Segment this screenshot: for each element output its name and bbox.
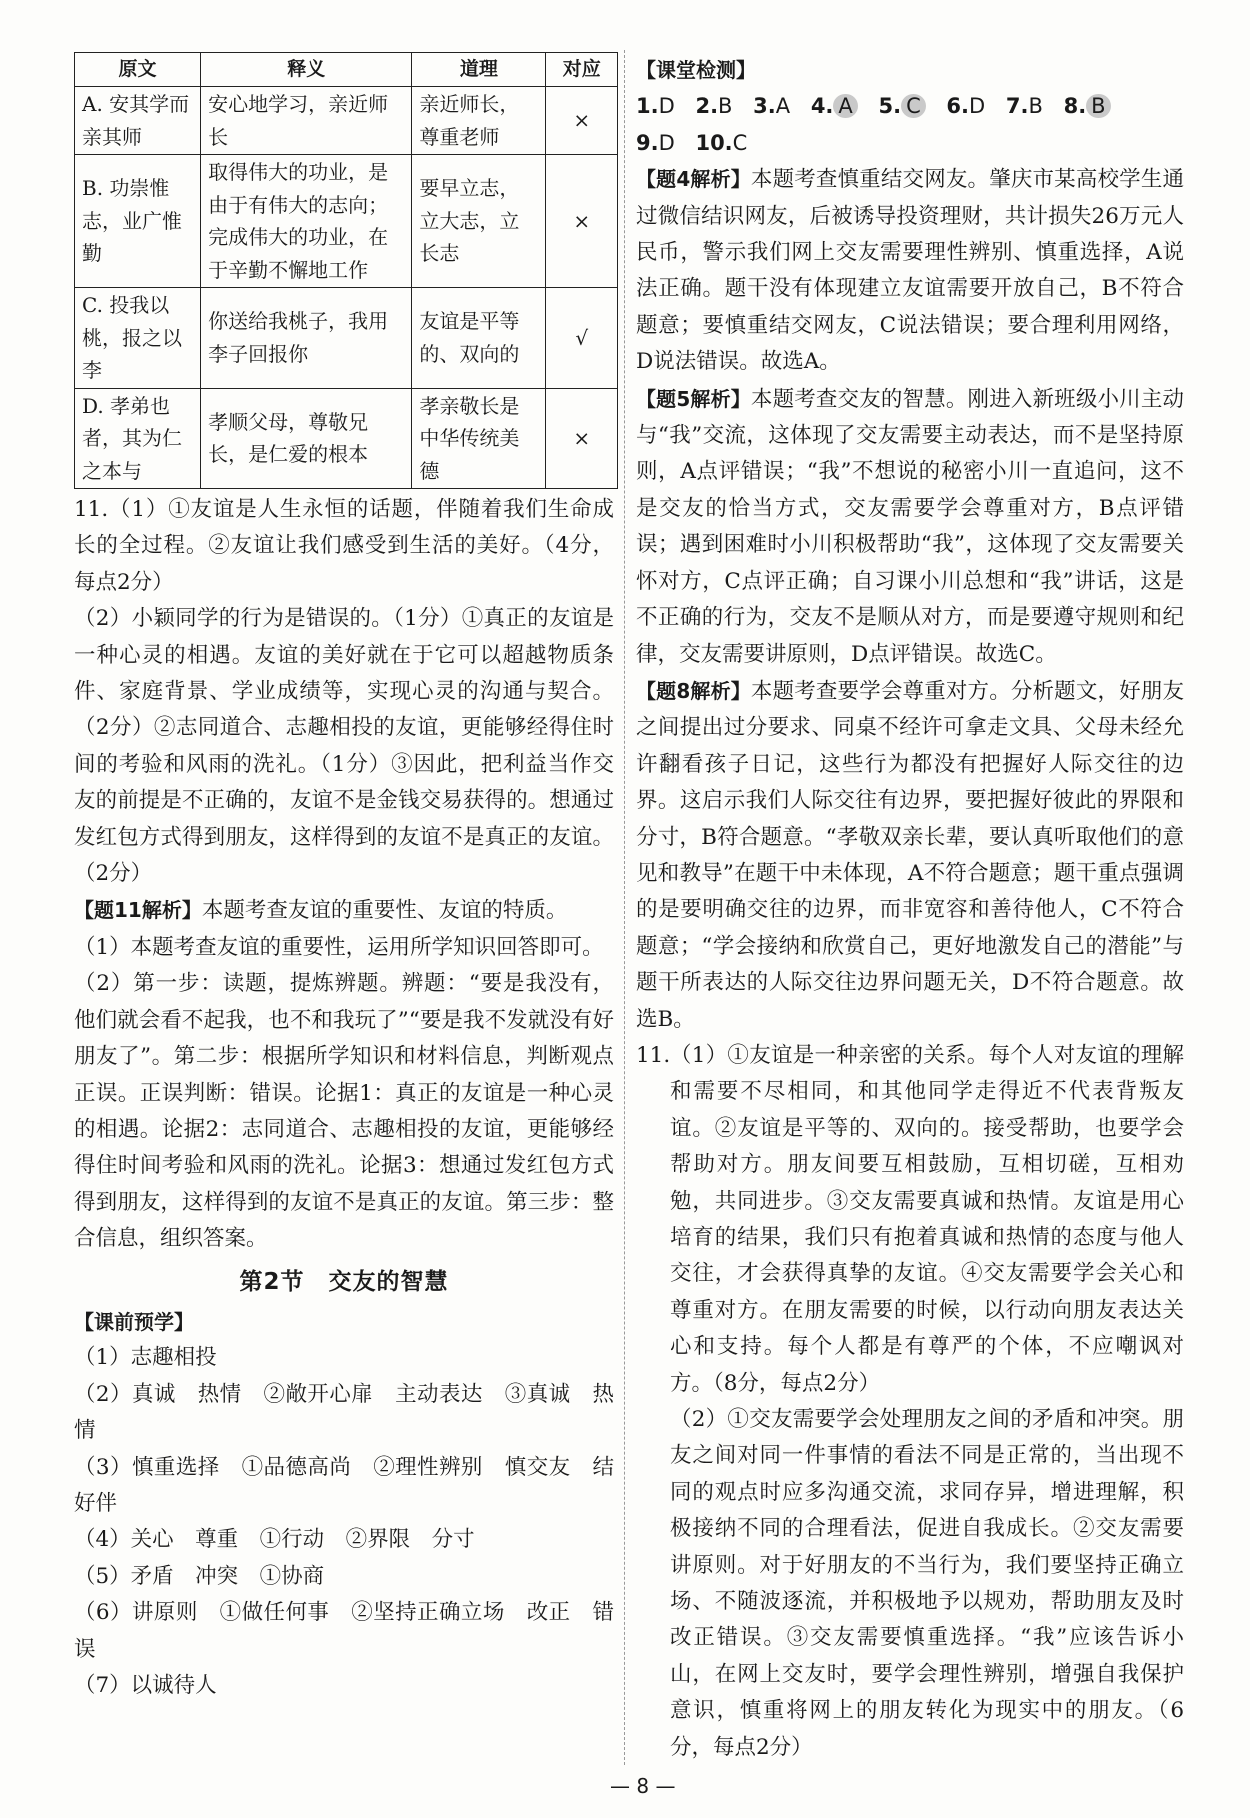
q8-analysis: [636, 673, 1184, 1038]
table-header: 原文: [75, 53, 201, 87]
preview-item: （7）以诚待人: [74, 1673, 217, 1698]
q5-text: 本题考查交友的智慧。刚进入新班级小川主动与“我”交流，这体现了交友需要主动表达，而不是坚持原则，A点评错误；“我”不想说的秘密小川一直追问，这不是交友的恰当方式，交友需要学会尊重对方，B点评错误；遇到困难时小川积极帮助“我”，这体现了交友需要关怀对方，C点评正确；自习课小川总想和“我”讲话，这是不正确的行为，交友不是顺从对方，而是要遵守规则和纪律，交友需要讲原则，D点评错误。故选C。: [636, 386, 1184, 667]
answer-item: 5. C: [878, 88, 925, 124]
table-header: 对应: [546, 53, 618, 87]
q11-part1: （1）①友谊是一种亲密的关系。每个人对友谊的理解和需要不尽相同，和其他同学走得近不代表背叛友谊。②友谊是平等的、双向的。接受帮助，也要学会帮助对方。朋友间要互相鼓励，互相切磋，互相劝勉，共同进步。③交友需要真诚和热情。友谊是用心培育的结果，我们只有抱着真诚和热情的态度与他人交往，才会获得真挚的友谊。④交友需要学会关心和尊重对方。在朋友需要的时候，以行动向朋友表达关心和支持。每个人都是有尊严的个体，不应嘲讽对方。（8分，每点2分）: [670, 1042, 1184, 1396]
table-row: [75, 388, 618, 489]
q8-tag: 【题8解析】: [636, 678, 751, 703]
q11-answer-right: [636, 1038, 1184, 1402]
preview-item: （3）慎重选择 ①品德高尚 ②理性辨别 慎交友 结好伴: [74, 1454, 614, 1516]
page-number: — 8 —: [610, 1774, 676, 1798]
analysis-part2: （2）第一步：读题，提炼辨题。辨题：“要是我没有，他们就会看不起我，也不和我玩了”“要是我不发就没有好朋友了”。第二步：根据所学知识和材料信息，判断观点正误。正误判断：错误。论据1：真正的友谊是一种心灵的相遇。论据2：志同道合、志趣相投的友谊，更能够经得住时间考验和风雨的洗礼。论据3：想通过发红包方式得到朋友，这样得到的友谊不是真正的友谊。第三步：整合信息，组织答案。: [74, 971, 614, 1252]
table-header-row: [75, 53, 618, 87]
original-cell: C. 投我以桃，报之以李: [75, 288, 201, 389]
table-header: 释义: [201, 53, 412, 87]
answer-item: 1.D: [636, 94, 675, 119]
q4-analysis: [636, 161, 1184, 380]
q4-tag: 【题4解析】: [636, 167, 751, 192]
mark-cell: √: [546, 288, 618, 389]
principle-cell: 孝亲敬长是中华传统美德: [412, 388, 546, 489]
principle-cell: 要早立志，立大志，立长志: [412, 155, 546, 288]
answer-item: 10.C: [695, 130, 748, 155]
mark-cell: ×: [546, 155, 618, 288]
q11-answer-part1: 11.（1）①友谊是人生永恒的话题，伴随着我们生命成长的全过程。②友谊让我们感受到生活的美好。（4分，每点2分）: [74, 497, 614, 595]
meaning-cell: 你送给我桃子，我用李子回报你: [201, 288, 412, 389]
preview-item: （6）讲原则 ①做任何事 ②坚持正确立场 改正 错误: [74, 1600, 614, 1662]
preview-item: （5）矛盾 冲突 ①协商: [74, 1563, 325, 1589]
meaning-cell: 孝顺父母，尊敬兄长，是仁爱的根本: [201, 388, 412, 489]
q11-analysis: [74, 892, 614, 929]
original-cell: A. 安其学而亲其师: [75, 87, 201, 155]
q5-tag: 【题5解析】: [636, 386, 751, 411]
answer-item: 2.B: [695, 94, 733, 119]
q8-text: 本题考查要学会尊重对方。分析题文，好朋友之间提出过分要求、同桌不经许可拿走文具、父母未经允许翻看孩子日记，这些行为都没有把握好人际交往的边界。这启示我们人际交往有边界，要把握好彼此的界限和分寸，B符合题意。“孝敬双亲长辈，要认真听取他们的意见和教导”在题干中未体现，A不符合题意；题干重点强调的是要明确交往的边界，而非宽容和善待他人，C不符合题意；“学会接纳和欣赏自己，更好地激发自己的潜能”与题干所表达的人际交往边界问题无关，D不符合题意。故选B。: [636, 678, 1184, 1032]
q11-answer-part2: （2）小颖同学的行为是错误的。（1分）①真正的友谊是一种心灵的相遇。友谊的美好就在于它可以超越物质条件、家庭背景、学业成绩等，实现心灵的沟通与契合。（2分）②志同道合、志趣相投的友谊，更能够经得住时间的考验和风雨的洗礼。（1分）③因此，把利益当作交友的前提是不正确的，友谊不是金钱交易获得的。想通过发红包方式得到朋友，这样得到的友谊不是真正的友谊。（2分）: [74, 606, 614, 887]
check-tag: 【课堂检测】: [636, 58, 756, 82]
principle-cell: 亲近师长，尊重老师: [412, 87, 546, 155]
analysis-part1: （1）本题考查友谊的重要性，运用所学知识回答即可。: [74, 934, 604, 960]
answer-item: 3.A: [753, 94, 791, 119]
principle-cell: 友谊是平等的、双向的: [412, 288, 546, 389]
preview-item: （2）真诚 热情 ②敞开心扉 主动表达 ③真诚 热情: [74, 1381, 614, 1444]
answer-item: 7.B: [1005, 94, 1043, 119]
left-column: [74, 52, 614, 1704]
answer-item: 4. A: [811, 88, 858, 124]
q5-analysis: [636, 381, 1184, 673]
answer-item: 9.D: [636, 130, 675, 155]
section-title: 第2节 交友的智慧: [239, 1268, 449, 1295]
column-divider: [624, 50, 625, 1765]
meaning-cell: 安心地学习，亲近师长: [201, 87, 412, 155]
meaning-cell: 取得伟大的功业，是由于有伟大的志向；完成伟大的功业，在于辛勤不懈地工作: [201, 155, 412, 288]
mark-cell: ×: [546, 87, 618, 155]
answer-key: [636, 88, 1184, 161]
original-cell: D. 孝弟也者，其为仁之本与: [75, 388, 201, 489]
q11-part2: （2）①交友需要学会处理朋友之间的矛盾和冲突。朋友之间对同一件事情的看法不同是正常的，当出现不同的观点时应多沟通交流，求同存异，增进理解，积极接纳不同的合理看法，促进自我成长。②交友需要讲原则。对于好朋友的不当行为，我们要坚持正确立场、不随波逐流，并积极地予以规劝，帮助朋友及时改正错误。③交友需要慎重选择。“我”应该告诉小山，在网上交友时，要学会理性辨别，增强自我保护意识，慎重将网上的朋友转化为现实中的朋友。（6分，每点2分）: [670, 1407, 1184, 1760]
table-row: [75, 288, 618, 389]
analysis-intro: 本题考查友谊的重要性、友谊的特质。: [201, 898, 568, 924]
preview-tag: 【课前预学】: [74, 1309, 194, 1334]
mark-cell: ×: [546, 388, 618, 489]
preview-item: （1）志趣相投: [74, 1345, 217, 1371]
answer-item: 8. B: [1064, 88, 1111, 124]
table-row: [75, 87, 618, 155]
right-column: [636, 52, 1184, 1766]
answer-item: 6.D: [946, 94, 986, 119]
table-header: 道理: [412, 53, 546, 87]
q4-text: 本题考查慎重结交网友。肇庆市某高校学生通过微信结识网友，后被诱导投资理财，共计损失26万元人民币，警示我们网上交友需要理性辨别、慎重选择，A说法正确。题干没有体现建立友谊需要开放自己，B不符合题意；要慎重结交网友，C说法错误；要合理利用网络，D说法错误。故选A。: [636, 167, 1184, 375]
q11-label: 11.: [636, 1042, 671, 1068]
analysis-tag: 【题11解析】: [74, 898, 202, 923]
preview-item: （4）关心 尊重 ①行动 ②界限 分寸: [74, 1527, 475, 1553]
table-row: [75, 155, 618, 288]
original-cell: B. 功崇惟志，业广惟勤: [75, 155, 201, 288]
comparison-table: [74, 52, 618, 489]
